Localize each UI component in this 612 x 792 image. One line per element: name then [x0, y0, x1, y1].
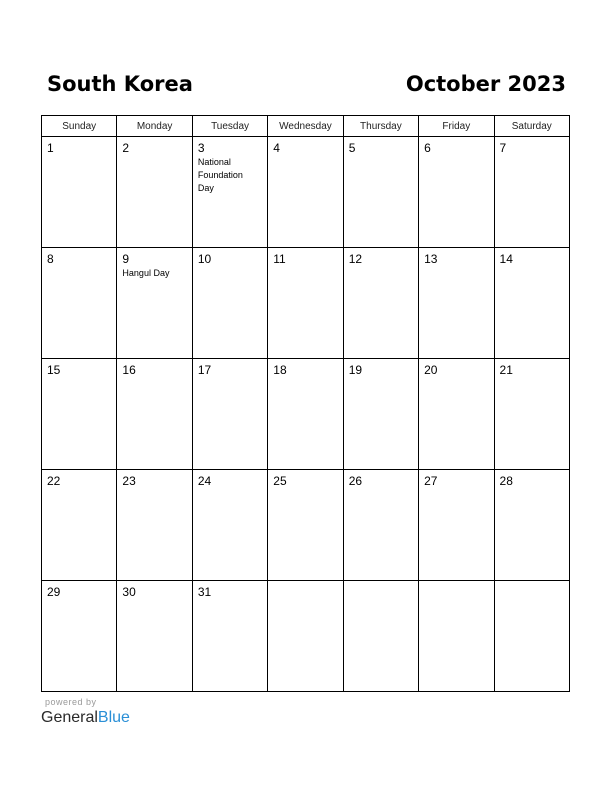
day-number: 19	[348, 363, 363, 377]
day-cell	[117, 470, 192, 581]
day-number: 20	[424, 363, 438, 377]
day-cell	[343, 137, 418, 248]
day-number: 15	[47, 363, 61, 377]
day-cell	[419, 137, 494, 248]
day-number: 16	[122, 363, 136, 377]
day-cell	[494, 137, 569, 248]
weekday-header: Thursday	[343, 116, 418, 137]
holiday-label: Hangul Day	[122, 268, 170, 278]
weekday-header: Friday	[419, 116, 494, 137]
day-cell	[42, 137, 117, 248]
day-number: 26	[348, 474, 363, 488]
day-cell	[419, 359, 494, 470]
day-cell	[117, 137, 192, 248]
week-row	[42, 470, 570, 581]
weekday-header: Sunday	[42, 116, 117, 137]
day-number: 2	[122, 141, 130, 155]
day-cell	[192, 581, 267, 692]
day-cell	[494, 359, 569, 470]
footer-branding	[41, 697, 130, 728]
day-number: 9	[122, 252, 130, 266]
day-number: 4	[273, 141, 280, 155]
weekday-header: Monday	[117, 116, 192, 137]
brand-blue: Blue	[97, 709, 130, 726]
day-cell	[419, 470, 494, 581]
holiday-label: National Foundation Day	[197, 157, 243, 193]
generalblue-logo[interactable]	[41, 708, 130, 728]
day-cell	[268, 248, 343, 359]
week-row	[42, 248, 570, 359]
day-cell	[268, 137, 343, 248]
day-cell	[42, 581, 117, 692]
day-cell	[343, 248, 418, 359]
day-cell	[268, 470, 343, 581]
weekday-header-row	[42, 116, 570, 137]
day-cell	[494, 470, 569, 581]
brand-general: General	[41, 709, 98, 726]
day-cell	[494, 248, 569, 359]
day-cell	[419, 581, 494, 692]
day-cell	[42, 248, 117, 359]
day-number: 14	[499, 252, 513, 266]
day-cell	[343, 359, 418, 470]
day-cell	[268, 359, 343, 470]
day-cell	[343, 470, 418, 581]
week-row	[42, 581, 570, 692]
day-cell	[192, 359, 267, 470]
day-number: 11	[273, 252, 286, 266]
country-title: South Korea	[47, 72, 193, 96]
day-number: 7	[499, 141, 507, 155]
day-cell	[117, 581, 192, 692]
day-number: 29	[47, 585, 61, 599]
week-row	[42, 359, 570, 470]
day-cell	[42, 470, 117, 581]
day-number: 13	[424, 252, 438, 266]
day-cell	[192, 248, 267, 359]
day-cell	[42, 359, 117, 470]
powered-by-text: powered by	[45, 697, 97, 707]
day-number: 17	[197, 363, 212, 377]
day-number: 10	[197, 252, 212, 266]
day-cell	[494, 581, 569, 692]
day-number: 28	[499, 474, 513, 488]
day-number: 3	[197, 141, 205, 155]
calendar-grid	[41, 115, 570, 688]
day-cell	[117, 248, 192, 359]
weekday-header: Wednesday	[268, 116, 343, 137]
day-number: 27	[424, 474, 438, 488]
day-number: 8	[47, 252, 54, 266]
day-number: 22	[47, 474, 61, 488]
day-number: 30	[122, 585, 136, 599]
week-row	[42, 137, 570, 248]
day-number: 6	[424, 141, 431, 155]
day-number: 25	[273, 474, 287, 488]
day-number: 24	[197, 474, 212, 488]
day-cell	[192, 470, 267, 581]
calendar-table	[41, 115, 570, 692]
day-cell	[419, 248, 494, 359]
day-cell	[343, 581, 418, 692]
day-cell	[117, 359, 192, 470]
weekday-header: Saturday	[494, 116, 569, 137]
day-number: 1	[47, 141, 54, 155]
day-number: 12	[348, 252, 363, 266]
day-number: 5	[348, 141, 356, 155]
month-year-title: October 2023	[405, 72, 566, 96]
day-number: 18	[273, 363, 287, 377]
day-number: 31	[197, 585, 212, 599]
day-number: 21	[499, 363, 513, 377]
day-number: 23	[122, 474, 136, 488]
weekday-header: Tuesday	[192, 116, 267, 137]
day-cell	[268, 581, 343, 692]
day-cell	[192, 137, 267, 248]
